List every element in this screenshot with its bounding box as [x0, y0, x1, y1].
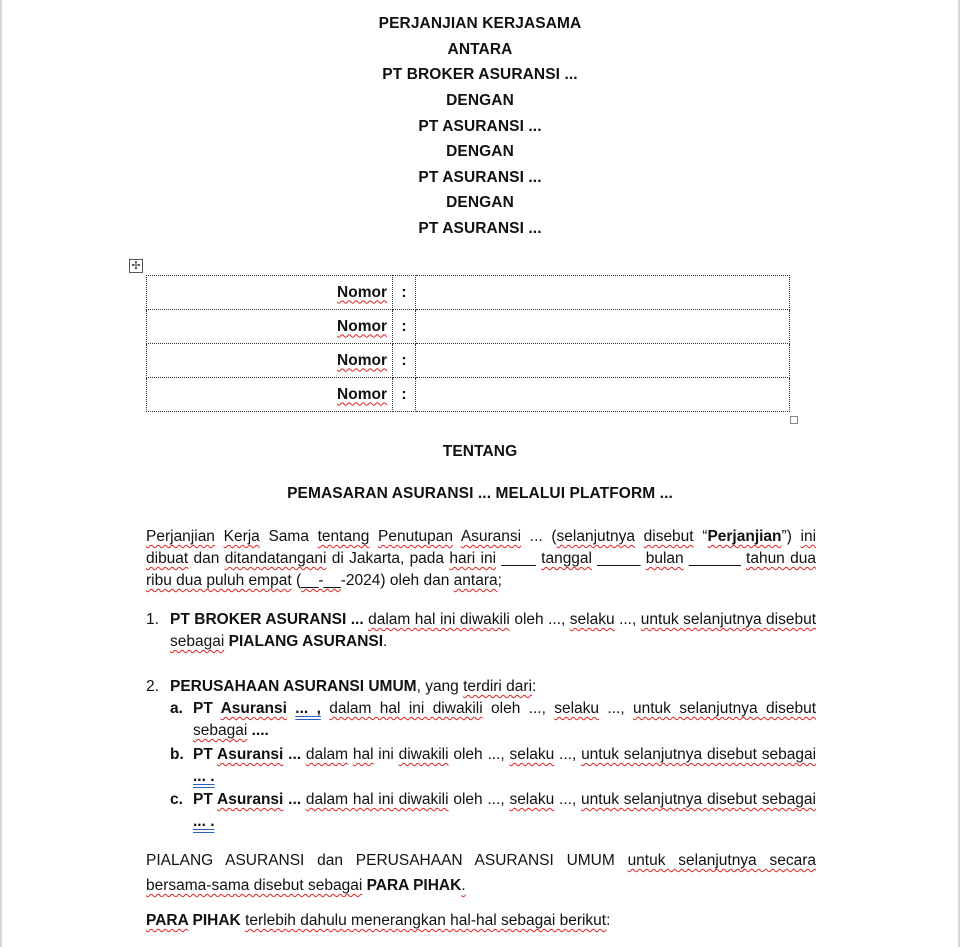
nomor-separator-cell[interactable]: :	[393, 344, 416, 378]
nomor-label-cell[interactable]: Nomor	[147, 344, 393, 378]
insurer-b-paragraph[interactable]: PT Asuransi ... dalam hal ini diwakili oleh ..., selaku ..., untuk selanjutnya disebut sebagai ... .	[193, 746, 817, 785]
title-line-8: DENGAN	[446, 194, 514, 211]
party-1-paragraph[interactable]: PT BROKER ASURANSI ... dalam hal ini diwakili oleh ..., selaku ..., untuk selanjutnya disebut sebagai PIALANG ASURANSI.	[170, 611, 816, 650]
subject-heading: PEMASARAN ASURANSI ... MELALUI PLATFORM ...	[287, 485, 673, 502]
nomor-table	[146, 275, 790, 412]
sub-letter-a: a.	[170, 700, 183, 717]
sub-letter-b: b.	[170, 746, 184, 763]
nomor-label-cell[interactable]: Nomor	[147, 378, 393, 412]
title-line-3: PT BROKER ASURANSI ...	[382, 66, 578, 83]
nomor-separator-cell[interactable]: :	[393, 276, 416, 310]
nomor-separator-cell[interactable]: :	[393, 310, 416, 344]
table-resize-handle[interactable]	[790, 416, 798, 424]
para-pihak-paragraph[interactable]: PIALANG ASURANSI dan PERUSAHAAN ASURANSI UMUM untuk selanjutnya secara bersama-sama disebut sebagai PARA PIHAK.	[146, 852, 816, 894]
table-row	[147, 310, 790, 344]
insurer-a-paragraph[interactable]: PT Asuransi ... , dalam hal ini diwakili oleh ..., selaku ..., untuk selanjutnya disebut sebagai ....	[193, 700, 816, 739]
list-number-1: 1.	[146, 611, 159, 628]
table-move-handle-icon[interactable]: ✢	[129, 259, 143, 273]
table-row	[147, 344, 790, 378]
title-line-4: DENGAN	[446, 92, 514, 109]
recitals-intro-line[interactable]: PARA PIHAK terlebih dahulu menerangkan hal-hal sebagai berikut:	[146, 912, 611, 929]
table-row	[147, 378, 790, 412]
nomor-label-cell[interactable]: Nomor	[147, 276, 393, 310]
nomor-value-cell[interactable]	[416, 378, 790, 412]
title-line-9: PT ASURANSI ...	[418, 220, 542, 237]
nomor-value-cell[interactable]	[416, 310, 790, 344]
nomor-label-cell[interactable]: Nomor	[147, 310, 393, 344]
title-line-2: ANTARA	[447, 41, 513, 58]
nomor-separator-cell[interactable]: :	[393, 378, 416, 412]
title-line-7: PT ASURANSI ...	[418, 169, 542, 186]
title-line-6: DENGAN	[446, 143, 514, 160]
tentang-heading: TENTANG	[442, 443, 518, 460]
table-row	[147, 276, 790, 310]
sub-letter-c: c.	[170, 791, 183, 808]
nomor-value-cell[interactable]	[416, 344, 790, 378]
insurer-c-paragraph[interactable]: PT Asuransi ... dalam hal ini diwakili oleh ..., selaku ..., untuk selanjutnya disebut sebagai ... .	[193, 791, 816, 830]
nomor-value-cell[interactable]	[416, 276, 790, 310]
intro-paragraph[interactable]: Perjanjian Kerja Sama tentang Penutupan Asuransi ... (selanjutnya disebut “Perjanjian”) ini dibuat dan ditandatangani di Jakarta, pada hari ini ____ tanggal _____ bulan ______ tahun dua ribu dua puluh empat (__-__-2024) oleh dan antara;	[146, 528, 817, 589]
title-line-5: PT ASURANSI ...	[418, 118, 542, 135]
title-line-1: PERJANJIAN KERJASAMA	[378, 15, 582, 32]
party-2-paragraph[interactable]: PERUSAHAAN ASURANSI UMUM, yang terdiri dari:	[170, 678, 537, 695]
list-number-2: 2.	[146, 678, 159, 695]
